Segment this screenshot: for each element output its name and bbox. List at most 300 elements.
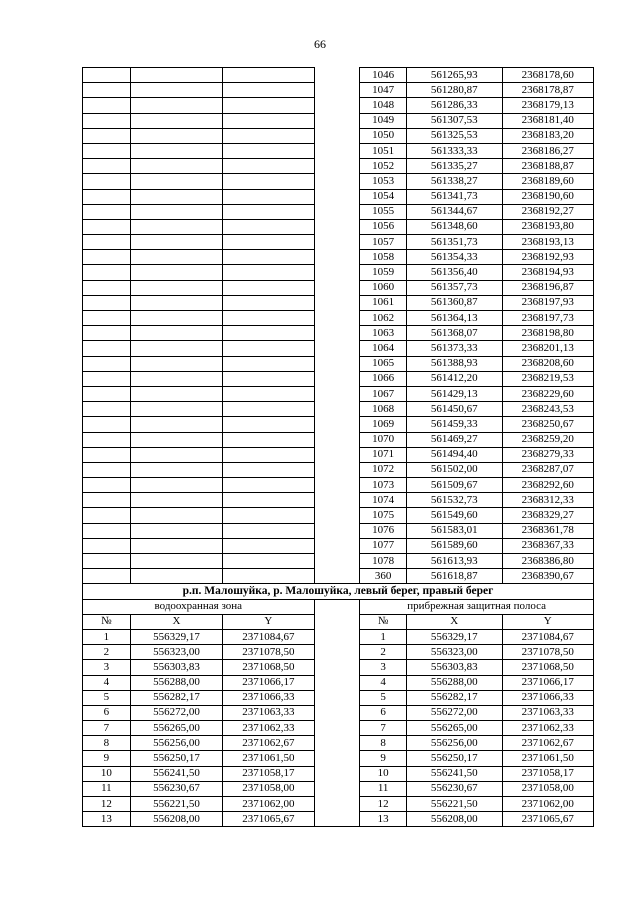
empty-cell (130, 371, 222, 386)
point-number: 1064 (360, 341, 407, 356)
x-coordinate: 561333,33 (407, 143, 503, 158)
x-coordinate: 561348,60 (407, 219, 503, 234)
coordinates-table (82, 67, 594, 827)
empty-cell (223, 417, 314, 432)
empty-cell (130, 417, 222, 432)
right-x-coordinate: 556303,83 (407, 660, 503, 675)
x-coordinate: 561364,13 (407, 311, 503, 326)
x-coordinate: 561494,40 (407, 447, 503, 462)
empty-cell (223, 569, 314, 584)
right-x-coordinate: 556272,00 (407, 705, 503, 720)
right-x-coordinate: 556288,00 (407, 675, 503, 690)
right-x-coordinate: 556230,67 (407, 781, 503, 796)
empty-cell (130, 113, 222, 128)
empty-cell (83, 386, 131, 401)
point-number: 1047 (360, 83, 407, 98)
x-coordinate: 561325,53 (407, 128, 503, 143)
y-coordinate: 2368287,07 (502, 462, 593, 477)
empty-cell (130, 554, 222, 569)
empty-cell (83, 128, 131, 143)
table-row (83, 159, 594, 174)
table-row (83, 326, 594, 341)
left-x-coordinate: 556288,00 (130, 675, 222, 690)
empty-cell (130, 508, 222, 523)
left-y-coordinate: 2371066,17 (223, 675, 314, 690)
x-coordinate: 561360,87 (407, 295, 503, 310)
x-coordinate: 561357,73 (407, 280, 503, 295)
x-coordinate: 561618,87 (407, 569, 503, 584)
table-row (83, 341, 594, 356)
gap-cell (314, 83, 360, 98)
table-row (83, 523, 594, 538)
right-x-coordinate: 556265,00 (407, 721, 503, 736)
point-number: 1063 (360, 326, 407, 341)
empty-cell (83, 83, 131, 98)
empty-cell (83, 554, 131, 569)
empty-cell (83, 204, 131, 219)
gap-cell (314, 675, 360, 690)
gap-cell (314, 508, 360, 523)
x-coordinate: 561307,53 (407, 113, 503, 128)
empty-cell (83, 295, 131, 310)
empty-cell (83, 371, 131, 386)
x-coordinate: 561338,27 (407, 174, 503, 189)
empty-cell (130, 143, 222, 158)
empty-cell (83, 250, 131, 265)
point-number: 360 (360, 569, 407, 584)
empty-cell (223, 83, 314, 98)
empty-cell (83, 523, 131, 538)
empty-cell (130, 295, 222, 310)
gap-cell (314, 189, 360, 204)
point-number: 1058 (360, 250, 407, 265)
left-point-number: 1 (83, 629, 131, 644)
table-row (83, 295, 594, 310)
x-coordinate: 561265,93 (407, 68, 503, 83)
y-coordinate: 2368329,27 (502, 508, 593, 523)
gap-cell (314, 614, 360, 629)
right-y-coordinate: 2371062,00 (502, 797, 593, 812)
empty-cell (130, 128, 222, 143)
table-row (83, 508, 594, 523)
x-coordinate: 561354,33 (407, 250, 503, 265)
empty-cell (130, 493, 222, 508)
left-point-number: 2 (83, 645, 131, 660)
empty-cell (223, 538, 314, 553)
table-row (83, 629, 594, 644)
empty-cell (130, 402, 222, 417)
x-coordinate: 561388,93 (407, 356, 503, 371)
y-coordinate: 2368197,93 (502, 295, 593, 310)
y-coordinate: 2368194,93 (502, 265, 593, 280)
gap-cell (314, 493, 360, 508)
right-x-coordinate: 556250,17 (407, 751, 503, 766)
empty-cell (83, 417, 131, 432)
empty-cell (130, 98, 222, 113)
left-x-coordinate: 556323,00 (130, 645, 222, 660)
y-coordinate: 2368183,20 (502, 128, 593, 143)
empty-cell (130, 341, 222, 356)
y-coordinate: 2368178,87 (502, 83, 593, 98)
right-x-coordinate: 556208,00 (407, 812, 503, 827)
point-number: 1078 (360, 554, 407, 569)
y-coordinate: 2368197,73 (502, 311, 593, 326)
gap-cell (314, 751, 360, 766)
left-header-x: X (130, 614, 222, 629)
gap-cell (314, 356, 360, 371)
empty-cell (223, 143, 314, 158)
empty-cell (223, 295, 314, 310)
table-row (83, 311, 594, 326)
right-x-coordinate: 556323,00 (407, 645, 503, 660)
left-point-number: 13 (83, 812, 131, 827)
table-row (83, 250, 594, 265)
right-point-number: 8 (360, 736, 407, 751)
table-row (83, 766, 594, 781)
table-row (83, 797, 594, 812)
gap-cell (314, 68, 360, 83)
right-point-number: 2 (360, 645, 407, 660)
gap-cell (314, 462, 360, 477)
right-header-num: № (360, 614, 407, 629)
right-y-coordinate: 2371058,17 (502, 766, 593, 781)
table-row (83, 356, 594, 371)
empty-cell (83, 143, 131, 158)
point-number: 1067 (360, 386, 407, 401)
empty-cell (223, 250, 314, 265)
y-coordinate: 2368243,53 (502, 402, 593, 417)
empty-cell (130, 219, 222, 234)
page-number: 66 (314, 37, 326, 51)
table-row (83, 174, 594, 189)
x-coordinate: 561286,33 (407, 98, 503, 113)
gap-cell (314, 295, 360, 310)
section-header (83, 584, 594, 630)
empty-cell (130, 235, 222, 250)
left-point-number: 4 (83, 675, 131, 690)
table-row (83, 432, 594, 447)
y-coordinate: 2368192,27 (502, 204, 593, 219)
table-row (83, 569, 594, 584)
left-y-coordinate: 2371062,00 (223, 797, 314, 812)
left-y-coordinate: 2371062,33 (223, 721, 314, 736)
right-x-coordinate: 556282,17 (407, 690, 503, 705)
point-number: 1053 (360, 174, 407, 189)
table-row (83, 386, 594, 401)
gap-cell (314, 766, 360, 781)
right-y-coordinate: 2371066,17 (502, 675, 593, 690)
point-number: 1071 (360, 447, 407, 462)
y-coordinate: 2368292,60 (502, 478, 593, 493)
empty-cell (223, 159, 314, 174)
empty-cell (83, 326, 131, 341)
x-coordinate: 561583,01 (407, 523, 503, 538)
right-y-coordinate: 2371065,67 (502, 812, 593, 827)
empty-cell (130, 447, 222, 462)
gap-cell (314, 386, 360, 401)
x-coordinate: 561429,13 (407, 386, 503, 401)
table-row (83, 675, 594, 690)
gap-cell (314, 219, 360, 234)
right-point-number: 10 (360, 766, 407, 781)
x-coordinate: 561344,67 (407, 204, 503, 219)
gap-cell (314, 432, 360, 447)
empty-cell (83, 569, 131, 584)
point-number: 1062 (360, 311, 407, 326)
empty-cell (130, 159, 222, 174)
point-number: 1046 (360, 68, 407, 83)
gap-cell (314, 447, 360, 462)
left-header-y: Y (223, 614, 314, 629)
empty-cell (83, 311, 131, 326)
gap-cell (314, 402, 360, 417)
x-coordinate: 561373,33 (407, 341, 503, 356)
right-y-coordinate: 2371066,33 (502, 690, 593, 705)
empty-cell (83, 538, 131, 553)
gap-cell (314, 113, 360, 128)
empty-cell (223, 554, 314, 569)
empty-cell (130, 432, 222, 447)
empty-cell (223, 371, 314, 386)
empty-cell (223, 128, 314, 143)
table-row (83, 736, 594, 751)
empty-cell (83, 189, 131, 204)
right-y-coordinate: 2371084,67 (502, 629, 593, 644)
x-coordinate: 561469,27 (407, 432, 503, 447)
empty-cell (223, 219, 314, 234)
right-y-coordinate: 2371062,33 (502, 721, 593, 736)
table-row (83, 83, 594, 98)
y-coordinate: 2368179,13 (502, 98, 593, 113)
gap-cell (314, 781, 360, 796)
table-row (83, 235, 594, 250)
y-coordinate: 2368188,87 (502, 159, 593, 174)
left-x-coordinate: 556272,00 (130, 705, 222, 720)
right-point-number: 3 (360, 660, 407, 675)
gap-cell (314, 326, 360, 341)
point-number: 1061 (360, 295, 407, 310)
empty-cell (83, 462, 131, 477)
point-number: 1072 (360, 462, 407, 477)
left-y-coordinate: 2371063,33 (223, 705, 314, 720)
left-x-coordinate: 556256,00 (130, 736, 222, 751)
table-row (83, 478, 594, 493)
empty-cell (83, 159, 131, 174)
empty-cell (223, 113, 314, 128)
right-point-number: 9 (360, 751, 407, 766)
gap-cell (314, 812, 360, 827)
table-row (83, 812, 594, 827)
point-number: 1076 (360, 523, 407, 538)
right-point-number: 5 (360, 690, 407, 705)
left-point-number: 7 (83, 721, 131, 736)
x-coordinate: 561356,40 (407, 265, 503, 280)
empty-cell (223, 326, 314, 341)
empty-cell (223, 386, 314, 401)
gap-cell (314, 523, 360, 538)
table-row (83, 128, 594, 143)
y-coordinate: 2368186,27 (502, 143, 593, 158)
gap-cell (314, 174, 360, 189)
y-coordinate: 2368181,40 (502, 113, 593, 128)
empty-cell (83, 235, 131, 250)
point-number: 1077 (360, 538, 407, 553)
left-y-coordinate: 2371084,67 (223, 629, 314, 644)
left-y-coordinate: 2371061,50 (223, 751, 314, 766)
gap-cell (314, 143, 360, 158)
table-row (83, 204, 594, 219)
right-header-y: Y (502, 614, 593, 629)
right-point-number: 13 (360, 812, 407, 827)
table-row (83, 219, 594, 234)
gap-cell (314, 797, 360, 812)
gap-cell (314, 629, 360, 644)
empty-cell (83, 98, 131, 113)
empty-cell (83, 341, 131, 356)
empty-cell (223, 311, 314, 326)
table-row (83, 417, 594, 432)
left-x-coordinate: 556303,83 (130, 660, 222, 675)
right-y-coordinate: 2371068,50 (502, 660, 593, 675)
empty-cell (83, 265, 131, 280)
gap-cell (314, 705, 360, 720)
gap-cell (314, 417, 360, 432)
table-row (83, 371, 594, 386)
left-x-coordinate: 556230,67 (130, 781, 222, 796)
empty-cell (83, 280, 131, 295)
empty-cell (223, 402, 314, 417)
left-point-number: 10 (83, 766, 131, 781)
y-coordinate: 2368192,93 (502, 250, 593, 265)
gap-cell (314, 280, 360, 295)
gap-cell (314, 538, 360, 553)
empty-cell (223, 189, 314, 204)
y-coordinate: 2368189,60 (502, 174, 593, 189)
gap-cell (314, 128, 360, 143)
empty-cell (83, 219, 131, 234)
y-coordinate: 2368190,60 (502, 189, 593, 204)
gap-cell (314, 98, 360, 113)
left-y-coordinate: 2371068,50 (223, 660, 314, 675)
left-x-coordinate: 556329,17 (130, 629, 222, 644)
point-number: 1066 (360, 371, 407, 386)
empty-cell (130, 569, 222, 584)
empty-cell (83, 447, 131, 462)
left-point-number: 12 (83, 797, 131, 812)
table-row (83, 690, 594, 705)
table-row (83, 98, 594, 113)
table-row (83, 493, 594, 508)
y-coordinate: 2368386,80 (502, 554, 593, 569)
x-coordinate: 561589,60 (407, 538, 503, 553)
x-coordinate: 561412,20 (407, 371, 503, 386)
point-number: 1074 (360, 493, 407, 508)
table-row (83, 705, 594, 720)
empty-cell (223, 523, 314, 538)
gap-cell (314, 341, 360, 356)
right-point-number: 4 (360, 675, 407, 690)
y-coordinate: 2368390,67 (502, 569, 593, 584)
right-y-coordinate: 2371078,50 (502, 645, 593, 660)
empty-cell (83, 493, 131, 508)
table-row (83, 143, 594, 158)
right-header-x: X (407, 614, 503, 629)
top-section (83, 68, 594, 584)
gap-cell (314, 204, 360, 219)
point-number: 1073 (360, 478, 407, 493)
empty-cell (83, 174, 131, 189)
gap-cell (314, 265, 360, 280)
empty-cell (223, 235, 314, 250)
y-coordinate: 2368219,53 (502, 371, 593, 386)
right-x-coordinate: 556241,50 (407, 766, 503, 781)
left-point-number: 8 (83, 736, 131, 751)
right-point-number: 12 (360, 797, 407, 812)
y-coordinate: 2368250,67 (502, 417, 593, 432)
empty-cell (83, 478, 131, 493)
right-x-coordinate: 556329,17 (407, 629, 503, 644)
gap-cell (314, 736, 360, 751)
left-y-coordinate: 2371058,17 (223, 766, 314, 781)
empty-cell (223, 68, 314, 83)
gap-cell (314, 599, 360, 614)
empty-cell (130, 326, 222, 341)
left-point-number: 6 (83, 705, 131, 720)
empty-cell (223, 174, 314, 189)
left-y-coordinate: 2371066,33 (223, 690, 314, 705)
section-title: р.п. Малошуйка, р. Малошуйка, левый берег, правый берег (83, 584, 594, 599)
y-coordinate: 2368196,87 (502, 280, 593, 295)
point-number: 1075 (360, 508, 407, 523)
y-coordinate: 2368279,33 (502, 447, 593, 462)
empty-cell (223, 204, 314, 219)
empty-cell (130, 83, 222, 98)
empty-cell (223, 265, 314, 280)
table-row (83, 113, 594, 128)
left-y-coordinate: 2371065,67 (223, 812, 314, 827)
y-coordinate: 2368198,80 (502, 326, 593, 341)
x-coordinate: 561335,27 (407, 159, 503, 174)
empty-cell (223, 98, 314, 113)
x-coordinate: 561613,93 (407, 554, 503, 569)
table-row (83, 781, 594, 796)
y-coordinate: 2368201,13 (502, 341, 593, 356)
point-number: 1056 (360, 219, 407, 234)
right-y-coordinate: 2371062,67 (502, 736, 593, 751)
gap-cell (314, 250, 360, 265)
right-point-number: 1 (360, 629, 407, 644)
empty-cell (130, 386, 222, 401)
left-y-coordinate: 2371078,50 (223, 645, 314, 660)
empty-cell (130, 174, 222, 189)
empty-cell (83, 356, 131, 371)
empty-cell (130, 265, 222, 280)
empty-cell (83, 113, 131, 128)
point-number: 1052 (360, 159, 407, 174)
left-x-coordinate: 556265,00 (130, 721, 222, 736)
point-number: 1054 (360, 189, 407, 204)
x-coordinate: 561532,73 (407, 493, 503, 508)
left-x-coordinate: 556250,17 (130, 751, 222, 766)
right-y-coordinate: 2371058,00 (502, 781, 593, 796)
table-row (83, 447, 594, 462)
gap-cell (314, 159, 360, 174)
empty-cell (83, 508, 131, 523)
x-coordinate: 561280,87 (407, 83, 503, 98)
table-row (83, 721, 594, 736)
table-row (83, 402, 594, 417)
point-number: 1050 (360, 128, 407, 143)
